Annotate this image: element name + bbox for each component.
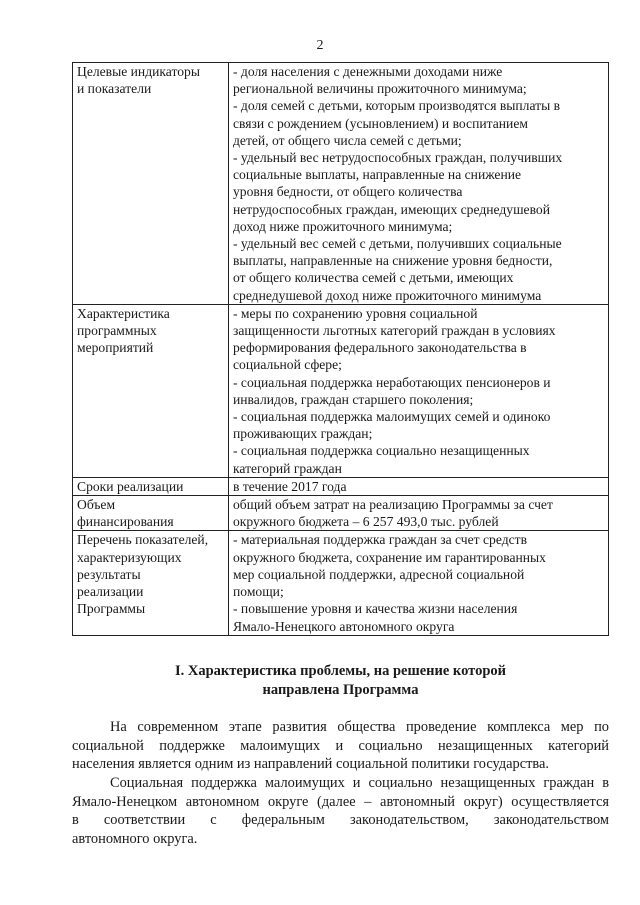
value-line: общий объем затрат на реализацию Программы за счет <box>233 497 553 513</box>
paragraph-1 <box>72 718 609 774</box>
page-number: 2 <box>316 38 324 53</box>
row-label <box>73 531 229 635</box>
value-line: - меры по сохранению уровня социальной <box>233 305 478 321</box>
label-line: и показатели <box>77 81 152 97</box>
value-line: мер социальной поддержки, адресной социальной <box>233 566 525 582</box>
value-line: в течение 2017 года <box>233 478 347 494</box>
label-line: Сроки реализации <box>77 478 184 494</box>
table-row-measures <box>73 304 609 477</box>
paragraph-line: Ямало-Ненецком автономном округе (далее – автономный округ) осуществляется <box>72 793 609 810</box>
value-line: инвалидов, граждан старшего поколения; <box>233 391 474 407</box>
value-line: - доля населения с денежными доходами ниже <box>233 64 503 79</box>
value-line: - удельный вес нетрудоспособных граждан, получивших <box>233 150 563 166</box>
value-line: - социальная поддержка социально незащищенных <box>233 443 530 459</box>
row-value <box>229 496 609 531</box>
value-line: Ямало-Ненецкого автономного округа <box>233 618 455 634</box>
table-row-period <box>73 477 609 495</box>
row-label <box>73 496 229 531</box>
heading-line: направлена Программа <box>262 682 419 698</box>
paragraph-line: в соответствии с федеральным законодательством, законодательством <box>72 812 609 829</box>
label-line: результаты <box>77 566 141 582</box>
value-line: выплаты, направленные на снижение уровня бедности, <box>233 253 553 269</box>
value-line: - удельный вес семей с детьми, получивших социальные <box>233 236 562 252</box>
section-heading <box>72 662 609 700</box>
label-line: Характеристика <box>77 305 170 321</box>
row-value <box>229 63 609 305</box>
row-label <box>73 304 229 477</box>
value-line: - материальная поддержка граждан за счет средств <box>233 532 528 548</box>
label-line: Объем <box>77 497 116 513</box>
value-line: помощи; <box>233 584 284 600</box>
value-line: социальные выплаты, направленные на снижение <box>233 167 522 183</box>
program-passport-table <box>72 62 609 636</box>
value-line: - социальная поддержка неработающих пенсионеров и <box>233 374 551 390</box>
paragraph-line: На современном этапе развития общества проведение комплекса мер по <box>110 719 609 735</box>
table-row-results <box>73 531 609 635</box>
label-line: Программы <box>77 601 146 617</box>
row-label <box>73 63 229 305</box>
paragraph-line: автономного округа. <box>72 830 198 847</box>
value-line: реформирования федерального законодательства в <box>233 340 527 356</box>
value-line: социальной сфере; <box>233 357 342 373</box>
value-line: проживающих граждан; <box>233 426 373 442</box>
value-line: детей, от общего числа семей с детьми; <box>233 132 462 148</box>
value-line: от общего количества семей с детьми, имеющих <box>233 270 514 286</box>
value-line: окружного бюджета, сохранение им гарантированных <box>233 549 546 565</box>
value-line: доход ниже прожиточного минимума; <box>233 218 453 234</box>
label-line: финансирования <box>77 514 174 530</box>
paragraph-2 <box>72 774 609 848</box>
paragraph-line: социальной поддержке малоимущих и социально незащищенных категорий <box>72 737 609 754</box>
value-line: региональной величины прожиточного минимума; <box>233 81 527 97</box>
value-line: нетрудоспособных граждан, имеющих среднедушевой <box>233 201 550 217</box>
label-line: программных <box>77 323 157 339</box>
value-line: среднедушевой доход ниже прожиточного минимума <box>233 287 542 303</box>
value-line: защищенности льготных категорий граждан в условиях <box>233 323 556 339</box>
row-value <box>229 531 609 635</box>
label-line: мероприятий <box>77 340 154 356</box>
value-line: связи с рождением (усыновлением) и воспитанием <box>233 115 528 131</box>
paragraph-line: Социальная поддержка малоимущих и социально незащищенных граждан в <box>110 775 609 791</box>
label-line: Перечень показателей, <box>77 532 209 548</box>
table-row-indicators <box>73 63 609 305</box>
label-line: характеризующих <box>77 549 182 565</box>
label-line: Целевые индикаторы <box>77 64 200 79</box>
value-line: уровня бедности, от общего количества <box>233 184 463 200</box>
value-line: - социальная поддержка малоимущих семей и одиноко <box>233 409 551 425</box>
label-line: реализации <box>77 584 144 600</box>
heading-line: I. Характеристика проблемы, на решение которой <box>174 663 506 679</box>
row-value <box>229 477 609 495</box>
value-line: - повышение уровня и качества жизни населения <box>233 601 518 617</box>
table-row-funding <box>73 496 609 531</box>
value-line: - доля семей с детьми, которым производятся выплаты в <box>233 98 561 114</box>
value-line: категорий граждан <box>233 460 342 476</box>
value-line: окружного бюджета – 6 257 493,0 тыс. рублей <box>233 514 499 530</box>
paragraph-line: населения является одним из направлений социальной политики государства. <box>72 756 550 773</box>
row-value <box>229 304 609 477</box>
row-label <box>73 477 229 495</box>
